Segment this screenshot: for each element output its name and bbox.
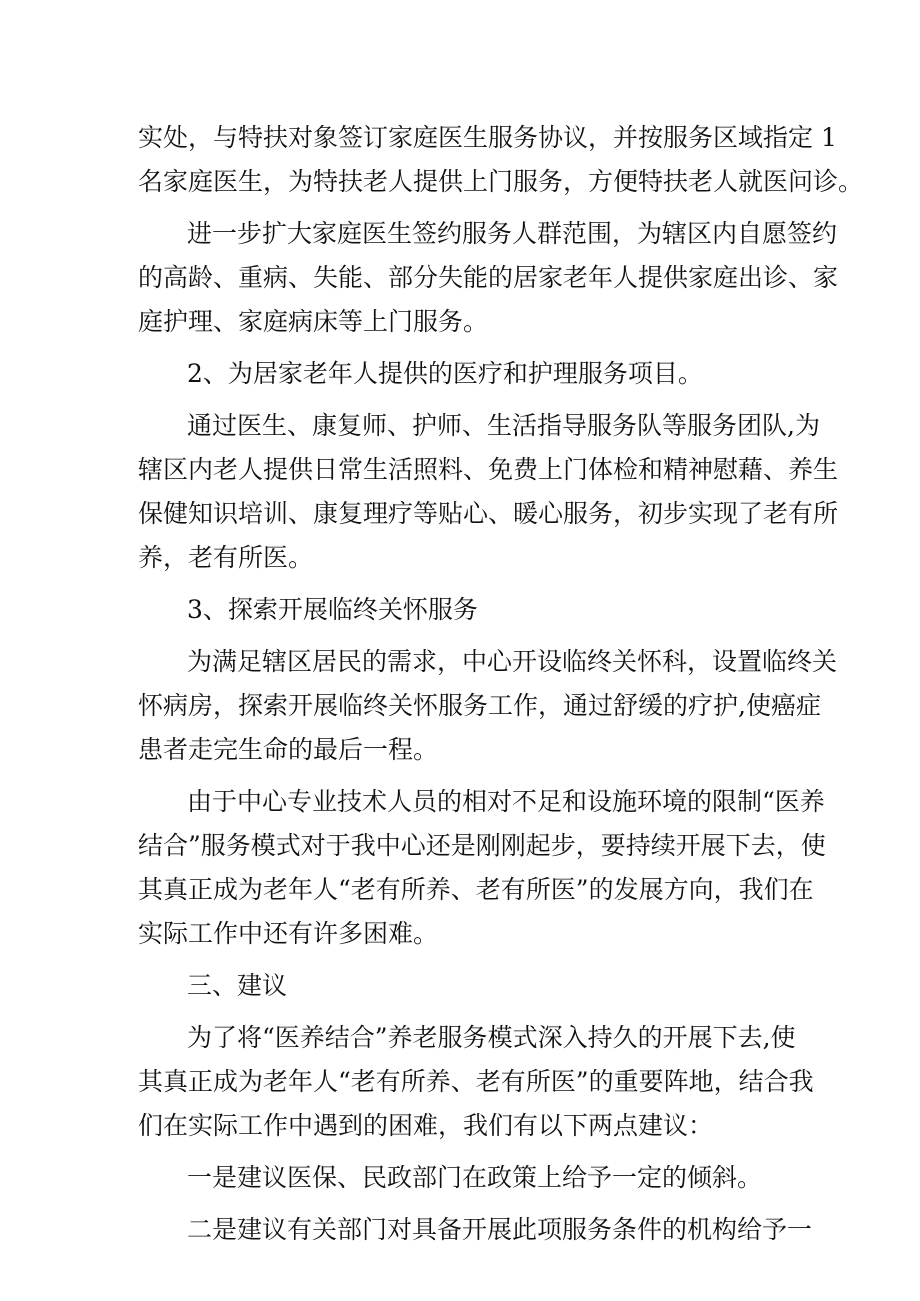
text-line: 其真正成为老年人“老有所养、老有所医”的重要阵地，结合我 <box>138 1067 814 1096</box>
text-line: 患者走完生命的最后一程。 <box>138 735 439 764</box>
section-heading: 三、建议 <box>187 971 288 1000</box>
section-heading: 2、为居家老年人提供的医疗和护理服务项目。 <box>187 359 703 388</box>
section-heading: 3、探索开展临终关怀服务 <box>187 595 478 624</box>
text-line: 怀病房，探索开展临终关怀服务工作，通过舒缓的疗护,使癌症 <box>138 691 821 720</box>
text-line: 们在实际工作中遇到的困难，我们有以下两点建议： <box>138 1111 714 1140</box>
text-line: 辖区内老人提供日常生活照料、免费上门体检和精神慰藉、养生 <box>138 455 839 484</box>
text-line: 养，老有所医。 <box>138 543 314 572</box>
text-line: 结合”服务模式对于我中心还是刚刚起步，要持续开展下去，使 <box>138 831 826 860</box>
paragraph-first-line: 为满足辖区居民的需求，中心开设临终关怀科，设置临终关 <box>187 647 838 676</box>
paragraph-first-line: 为了将“医养结合”养老服务模式深入持久的开展下去,使 <box>187 1023 796 1052</box>
paragraph-first-line: 二是建议有关部门对具备开展此项服务条件的机构给予一 <box>187 1215 813 1244</box>
text-line: 名家庭医生，为特扶老人提供上门服务，方便特扶老人就医问诊。 <box>138 167 864 196</box>
text-line: 的高龄、重病、失能、部分失能的居家老年人提供家庭出诊、家 <box>138 263 839 292</box>
paragraph-first-line: 通过医生、康复师、护师、生活指导服务队等服务团队,为 <box>187 411 820 440</box>
text-line: 实际工作中还有许多困难。 <box>138 919 439 948</box>
paragraph-first-line: 一是建议医保、民政部门在政策上给予一定的倾斜。 <box>187 1163 763 1192</box>
text-line: 实处，与特扶对象签订家庭医生服务协议，并按服务区域指定 1 <box>138 123 837 152</box>
paragraph-first-line: 由于中心专业技术人员的相对不足和设施环境的限制“医养 <box>187 787 825 816</box>
text-line: 保健知识培训、康复理疗等贴心、暖心服务，初步实现了老有所 <box>138 499 839 528</box>
text-line: 庭护理、家庭病床等上门服务。 <box>138 307 489 336</box>
paragraph-first-line: 进一步扩大家庭医生签约服务人群范围，为辖区内自愿签约 <box>187 219 838 248</box>
text-line: 其真正成为老年人“老有所养、老有所医”的发展方向，我们在 <box>138 875 814 904</box>
